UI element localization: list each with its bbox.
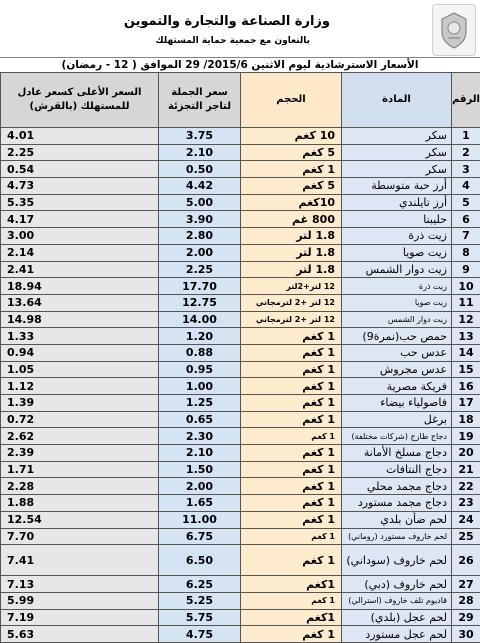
row-max-price: 7.19: [1, 609, 159, 626]
header-size: الحجم: [241, 73, 342, 128]
row-item: دجاج مسلخ الأمانة: [342, 445, 452, 462]
row-size: 1 كغم: [241, 592, 342, 609]
row-wholesale-price: 6.25: [159, 576, 241, 593]
row-wholesale-price: 1.65: [159, 495, 241, 512]
header-item: المادة: [342, 73, 452, 128]
row-item: زيت دوار الشمس: [342, 261, 452, 278]
row-item: حليبنا: [342, 211, 452, 228]
row-max-price: 2.28: [1, 478, 159, 495]
row-max-price: 3.00: [1, 228, 159, 245]
row-number: 30: [452, 626, 480, 643]
row-wholesale-price: 4.42: [159, 178, 241, 195]
row-number: 27: [452, 576, 480, 593]
row-number: 2: [452, 144, 480, 161]
table-row: [1, 228, 480, 245]
row-max-price: 0.54: [1, 161, 159, 178]
row-item: دجاج طازج (شركات مختلفة): [342, 428, 452, 445]
row-wholesale-price: 2.10: [159, 445, 241, 462]
row-max-price: 1.33: [1, 328, 159, 345]
row-size: 1.8 لتر: [241, 244, 342, 261]
row-max-price: 2.39: [1, 445, 159, 462]
row-item: دجاج النتافات: [342, 461, 452, 478]
row-size: 12 لتر +2 لترمجاني: [241, 294, 342, 311]
table-row: [1, 244, 480, 261]
row-item: دجاج مجمد محلي: [342, 478, 452, 495]
row-item: لحم خاروف (دبي): [342, 576, 452, 593]
row-size: 12 لتر+2لتر: [241, 278, 342, 295]
header-number: الرقم: [452, 73, 480, 128]
row-item: زيت ذرة: [342, 278, 452, 295]
row-wholesale-price: 1.50: [159, 461, 241, 478]
table-row: [1, 511, 480, 528]
row-size: 1 كغم: [241, 461, 342, 478]
row-size: 1 كغم: [241, 328, 342, 345]
row-item: برغل: [342, 411, 452, 428]
row-item: لحم خاروف (سوداني): [342, 545, 452, 576]
table-row: [1, 261, 480, 278]
row-max-price: 0.72: [1, 411, 159, 428]
table-row: [1, 411, 480, 428]
row-item: سكر: [342, 128, 452, 145]
row-max-price: 7.41: [1, 545, 159, 576]
row-wholesale-price: 11.00: [159, 511, 241, 528]
row-max-price: 5.63: [1, 626, 159, 643]
row-wholesale-price: 12.75: [159, 294, 241, 311]
row-wholesale-price: 5.25: [159, 592, 241, 609]
row-number: 1: [452, 128, 480, 145]
table-row: [1, 592, 480, 609]
row-max-price: 1.39: [1, 395, 159, 412]
row-number: 29: [452, 609, 480, 626]
row-number: 25: [452, 528, 480, 545]
row-wholesale-price: 5.75: [159, 609, 241, 626]
row-size: 1 كغم: [241, 545, 342, 576]
row-size: 1.8 لتر: [241, 261, 342, 278]
row-max-price: 5.99: [1, 592, 159, 609]
row-max-price: 4.17: [1, 211, 159, 228]
row-number: 6: [452, 211, 480, 228]
prices-subtitle: الأسعار الاسترشادية ليوم الاثنين 2015/6/ 29 الموافق ( 12 - رمضان): [0, 57, 480, 73]
row-wholesale-price: 3.75: [159, 128, 241, 145]
row-item: عدس حب: [342, 344, 452, 361]
header: [0, 0, 480, 58]
row-max-price: 4.01: [1, 128, 159, 145]
row-number: 12: [452, 311, 480, 328]
row-size: 5 كغم: [241, 144, 342, 161]
table-row: [1, 545, 480, 576]
table-row: [1, 178, 480, 195]
row-size: 1 كغم: [241, 445, 342, 462]
row-max-price: 1.71: [1, 461, 159, 478]
row-number: 10: [452, 278, 480, 295]
row-size: 12 لتر +2 لترمجاني: [241, 311, 342, 328]
row-max-price: 12.54: [1, 511, 159, 528]
row-wholesale-price: 1.20: [159, 328, 241, 345]
row-item: لحم عجل (بلدي): [342, 609, 452, 626]
row-number: 9: [452, 261, 480, 278]
row-item: لحم خاروف مستورد (روماني): [342, 528, 452, 545]
row-number: 24: [452, 511, 480, 528]
row-number: 21: [452, 461, 480, 478]
table-row: [1, 528, 480, 545]
row-item: حمص حب(نمرة9): [342, 328, 452, 345]
row-size: 10كغم: [241, 194, 342, 211]
row-item: لحم ضأن بلدي: [342, 511, 452, 528]
table-row: [1, 378, 480, 395]
table-row: [1, 294, 480, 311]
table-row: [1, 609, 480, 626]
row-max-price: 2.25: [1, 144, 159, 161]
table-row: [1, 428, 480, 445]
row-item: زيت صويا: [342, 244, 452, 261]
row-size: 5 كغم: [241, 178, 342, 195]
row-number: 8: [452, 244, 480, 261]
row-wholesale-price: 14.00: [159, 311, 241, 328]
row-wholesale-price: 2.00: [159, 244, 241, 261]
row-number: 23: [452, 495, 480, 512]
row-max-price: 5.35: [1, 194, 159, 211]
row-number: 11: [452, 294, 480, 311]
row-size: 1كغم: [241, 609, 342, 626]
table-row: [1, 128, 480, 145]
row-size: 1كغم: [241, 576, 342, 593]
row-size: 1 كغم: [241, 528, 342, 545]
row-number: 14: [452, 344, 480, 361]
table-row: [1, 445, 480, 462]
row-item: زيت صويا: [342, 294, 452, 311]
row-max-price: 1.12: [1, 378, 159, 395]
row-item: زيت ذرة: [342, 228, 452, 245]
row-size: 1 كغم: [241, 511, 342, 528]
ministry-title: وزارة الصناعة والتجارة والتموين: [124, 14, 330, 29]
table-header-row: [1, 73, 480, 128]
row-max-price: 4.73: [1, 178, 159, 195]
header-max-price: السعر الأعلى كسعر عادل للمستهلك (بالقرش): [1, 73, 159, 128]
table-row: [1, 278, 480, 295]
row-wholesale-price: 0.95: [159, 361, 241, 378]
ministry-emblem-icon: [432, 4, 476, 56]
row-size: 1 كغم: [241, 361, 342, 378]
row-size: 1.8 لتر: [241, 228, 342, 245]
table-row: [1, 461, 480, 478]
row-max-price: 7.70: [1, 528, 159, 545]
table-row: [1, 194, 480, 211]
row-size: 1 كغم: [241, 411, 342, 428]
row-item: عدس مجروش: [342, 361, 452, 378]
row-wholesale-price: 6.75: [159, 528, 241, 545]
cooperation-line: بالتعاون مع جمعية حماية المستهلك: [155, 36, 310, 46]
row-number: 26: [452, 545, 480, 576]
header-wholesale: سعر الجملة لتاجر التجزئة: [159, 73, 241, 128]
row-size: 1 كغم: [241, 626, 342, 643]
table-row: [1, 344, 480, 361]
row-max-price: 13.64: [1, 294, 159, 311]
table-row: [1, 626, 480, 643]
table-row: [1, 361, 480, 378]
row-wholesale-price: 17.70: [159, 278, 241, 295]
row-size: 10 كغم: [241, 128, 342, 145]
row-size: 1 كغم: [241, 428, 342, 445]
row-max-price: 2.62: [1, 428, 159, 445]
row-item: قاديوم تلف خاروف (استرالي): [342, 592, 452, 609]
row-number: 20: [452, 445, 480, 462]
row-number: 4: [452, 178, 480, 195]
row-item: دجاج مجمد مستورد: [342, 495, 452, 512]
row-max-price: 2.41: [1, 261, 159, 278]
row-number: 7: [452, 228, 480, 245]
row-number: 3: [452, 161, 480, 178]
row-number: 13: [452, 328, 480, 345]
row-number: 5: [452, 194, 480, 211]
row-item: فاصولياء بيضاء: [342, 395, 452, 412]
row-wholesale-price: 2.00: [159, 478, 241, 495]
row-wholesale-price: 1.00: [159, 378, 241, 395]
row-size: 800 غم: [241, 211, 342, 228]
table-row: [1, 144, 480, 161]
table-row: [1, 311, 480, 328]
row-number: 15: [452, 361, 480, 378]
row-size: 1 كغم: [241, 378, 342, 395]
row-number: 18: [452, 411, 480, 428]
row-max-price: 0.94: [1, 344, 159, 361]
row-max-price: 1.88: [1, 495, 159, 512]
row-wholesale-price: 2.25: [159, 261, 241, 278]
row-wholesale-price: 4.75: [159, 626, 241, 643]
row-max-price: 14.98: [1, 311, 159, 328]
table-row: [1, 576, 480, 593]
row-item: زيت دوار الشمس: [342, 311, 452, 328]
row-wholesale-price: 2.30: [159, 428, 241, 445]
prices-table: [0, 72, 480, 643]
row-max-price: 2.14: [1, 244, 159, 261]
row-item: سكر: [342, 161, 452, 178]
row-number: 22: [452, 478, 480, 495]
row-wholesale-price: 2.80: [159, 228, 241, 245]
row-item: أرز تايلندي: [342, 194, 452, 211]
row-wholesale-price: 2.10: [159, 144, 241, 161]
row-wholesale-price: 0.65: [159, 411, 241, 428]
row-wholesale-price: 1.25: [159, 395, 241, 412]
row-size: 1 كغم: [241, 395, 342, 412]
row-number: 17: [452, 395, 480, 412]
row-item: سكر: [342, 144, 452, 161]
row-max-price: 1.05: [1, 361, 159, 378]
row-wholesale-price: 0.88: [159, 344, 241, 361]
row-item: فريكة مصرية: [342, 378, 452, 395]
row-item: أرز حبة متوسطة: [342, 178, 452, 195]
row-wholesale-price: 6.50: [159, 545, 241, 576]
row-size: 1 كغم: [241, 161, 342, 178]
row-wholesale-price: 3.90: [159, 211, 241, 228]
table-row: [1, 395, 480, 412]
row-max-price: 7.13: [1, 576, 159, 593]
table-row: [1, 478, 480, 495]
table-row: [1, 495, 480, 512]
table-row: [1, 328, 480, 345]
row-number: 16: [452, 378, 480, 395]
row-size: 1 كغم: [241, 344, 342, 361]
row-item: لحم عجل مستورد: [342, 626, 452, 643]
row-size: 1 كغم: [241, 478, 342, 495]
table-row: [1, 161, 480, 178]
row-number: 19: [452, 428, 480, 445]
row-wholesale-price: 5.00: [159, 194, 241, 211]
row-wholesale-price: 0.50: [159, 161, 241, 178]
row-size: 1 كغم: [241, 495, 342, 512]
row-max-price: 18.94: [1, 278, 159, 295]
table-row: [1, 211, 480, 228]
row-number: 28: [452, 592, 480, 609]
